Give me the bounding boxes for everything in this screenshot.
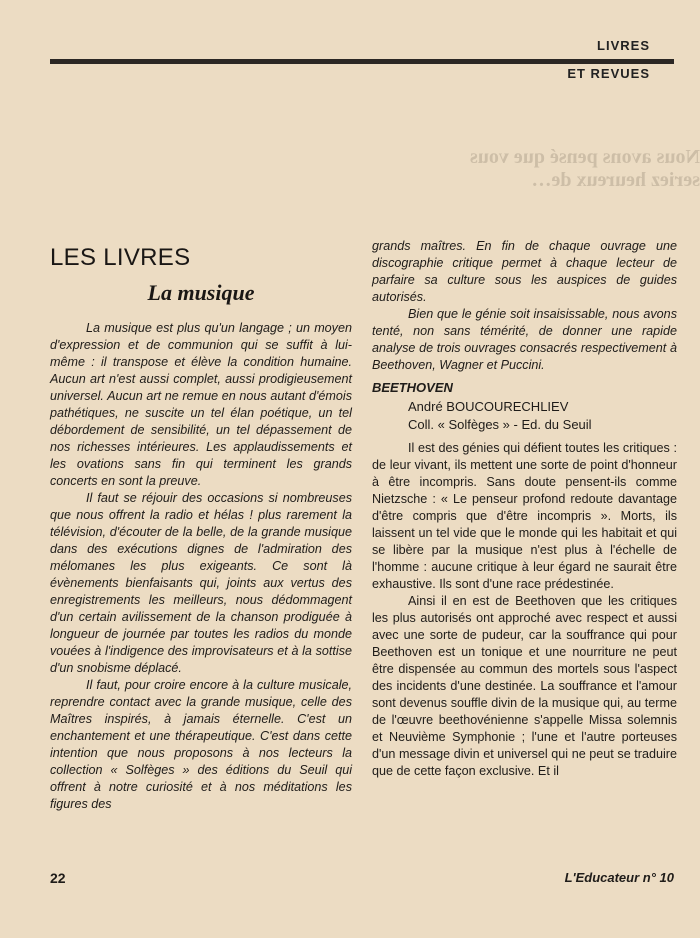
paragraph: Il est des génies qui défient toutes les critiques : de leur vivant, ils mettent une sorte de point d'honneur à être incompris. Sans doute pensent-ils comme Nietzsche : « Le penseur profond redoute davantage d'être compris que d'être incompris ». Morts, ils laissent un tel vide que le monde qui les habitait et qui se libère par la musique n'est plus à l'échelle de l'homme : aucune critique à leur égard ne saurait être exhaustive. Ils sont d'une race prédestinée. <box>372 441 677 591</box>
review-body <box>372 440 677 780</box>
book-title: BEETHOVEN <box>372 380 453 395</box>
left-column <box>50 238 352 813</box>
paragraph: grands maîtres. En fin de chaque ouvrage une discographie critique permet à chaque lecteur de parfaire sa culture sous les auspices de guides autorisés. <box>372 239 677 304</box>
journal-reference: L'Educateur n° 10 <box>564 870 674 885</box>
paragraph: Il faut se réjouir des occasions si nombreuses que nous offrent la radio et hélas ! plus rarement la télévision, d'écouter de la belle, de la grande musique dans des exécutions dignes de l'admiration des mélomanes les plus exigeants. Ce sont là évènements bienfaisants qui, joints aux vertus des enregistrements les meilleurs, nous dédommagent d'un certain avilissement de la chanson prodiguée à longueur de journée par toutes les radios du monde vouées à l'indigence des improvisateurs et à la sottise d'un snobisme déplacé. <box>50 491 352 675</box>
page-title: LES LIVRES <box>50 244 191 271</box>
book-author: André BOUCOURECHLIEV <box>408 399 569 414</box>
header-rule <box>50 59 674 64</box>
section-label-livres: LIVRES <box>597 38 650 53</box>
section-label-revues: ET REVUES <box>567 66 650 81</box>
page-number: 22 <box>50 870 66 886</box>
right-column <box>372 238 677 780</box>
paragraph: Ainsi il en est de Beethoven que les critiques les plus autorisés ont approché avec respect et aussi avec une sorte de pudeur, car la souffrance qui pour Beethoven est un tonique et une nourriture ne peut être dispensée au commun des mortels sous l'aspect des incidents d'une destinée. La souffrance et l'amour sont devenus souffle divin de la musique qui, au terme de l'œuvre beethovénienne s'appelle Missa solemnis et Neuvième Symphonie ; l'une et l'autre porteuses d'un message divin et universel qui ne peut se traduire que de cette façon exclusive. Et il <box>372 594 677 778</box>
paragraph: Bien que le génie soit insaisissable, nous avons tenté, non sans témérité, de donner une rapide analyse de trois ouvrages consacrés respectivement à Beethoven, Wagner et Puccini. <box>372 307 677 372</box>
article-subtitle: La musique <box>147 280 255 305</box>
paragraph: Il faut, pour croire encore à la culture musicale, reprendre contact avec la grande musique, celle des Maîtres inspirés, à jamais éternelle. C'est un enchantement et une thérapeutique. C'est dans cette intention que nous proposons à nos lecteurs la collection « Solfèges » des éditions du Seuil qui offrent à notre curiosité et à nos méditations les figures des <box>50 678 352 811</box>
bleed-through-text: Nous avons pensé que vous seriez heureux de… <box>469 146 700 191</box>
paragraph: La musique est plus qu'un langage ; un moyen d'expression et de communion qui se suffit à lui-même : il transpose et élève la condition humaine. Aucun art n'est aussi complet, aussi prodigieusement universel. Aucun art ne remue en nous autant d'émois pathétiques, ne suscite un tel élan poétique, un tel débordement de sensibilité, un tel dépassement de nos richesses intérieures. Les applaudissements et les ovations sans fin qui terminent les grands concerts en sont la preuve. <box>50 321 352 488</box>
book-publisher: Coll. « Solfèges » - Ed. du Seuil <box>408 417 592 432</box>
